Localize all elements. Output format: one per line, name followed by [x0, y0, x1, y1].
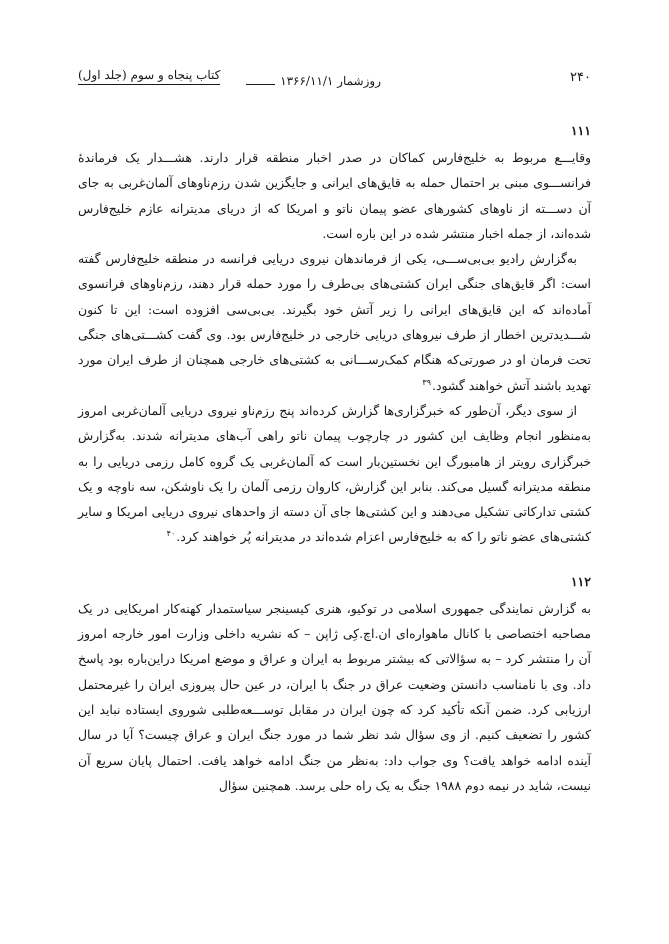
- footnote-ref: ۳۹: [422, 377, 431, 387]
- page-body: [78, 120, 591, 798]
- running-title-date: روزشمار ۱۳۶۶/۱۱/۱: [280, 74, 381, 88]
- entry-number: ۱۱۱: [570, 123, 591, 138]
- paragraph: [78, 145, 591, 246]
- paragraph: [78, 596, 591, 798]
- footnote-ref: ۴۰: [166, 529, 176, 539]
- entry-number: ۱۱۲: [570, 573, 591, 589]
- paragraph: [78, 246, 591, 398]
- book-title: کتاب پنجاه و سوم (جلد اول): [78, 68, 220, 85]
- paragraph-text: وقایـــع مربوط به خلیج‌فارس کماکان در صدر اخبار منطقه قرار دارند. هشـــدار یک فرماندهٔ فرانســـوی مبنی بر احتمال حمله به قایق‌های ایرانی و جایگزین شدن رزم‌ناوهای آلمان‌غربی به جای آن دســـته از ناوهای کشورهای عضو پیمان ناتو و امریکا که از دریای مدیترانه عازم خلیج‌فارس شده‌اند، از جمله اخبار منتشر شده در این باره است.: [78, 150, 591, 241]
- paragraph: [78, 398, 591, 550]
- header-rule: [246, 84, 275, 85]
- page-header: [78, 68, 591, 94]
- paragraph-text: به‌گزارش رادیو بی‌بی‌ســـی، یکی از فرماندهان نیروی دریایی فرانسه در منطقه خلیج‌فارس گفته است: اگر قایق‌های جنگی ایران کشتی‌های بی‌طرف را مورد حمله قرار دهند، رزم‌ناوهای فرانسوی آماده‌اند که این قایق‌های ایرانی را زیر آتش خود بگیرند. بی‌بی‌سی افزوده است: این تا کنون شـــدیدترین اخطار از طرف نیروهای دریایی خارجی در خلیج‌فارس بود. وی گفت کشـــتی‌های جنگی تحت فرمان او در صورتی‌که هنگام کمک‌رســـانی به کشتی‌های خارجی همچنان از طرف ایران مورد تهدید باشند آتش خواهند گشود.: [78, 251, 591, 393]
- paragraph-text: از سوی دیگر، آن‌طور که خبرگزاری‌ها گزارش کرده‌اند پنج رزم‌ناو نیروی دریایی آلمان‌غربی امروز به‌منظور انجام وظایف این کشور در چارچوب پیمان ناتو راهی آب‌های مدیترانه شدند. به‌گزارش خبرگزاری رویتر از هامبورگ این نخستین‌بار است که آلمان‌غربی یک گروه کامل رزمی دریایی را به منطقه مدیترانه گسیل می‌کند. بنابر این گزارش، کاروان رزمی آلمان را یک ناوشکن، سه ناوچه و یک کشتی تدارکاتی تشکیل می‌دهند و این کشتی‌ها جای آن دسته از واحدهای نیروی دریایی امریکا و سایر کشتی‌های عضو ناتو را که به خلیج‌فارس اعزام شده‌اند در مدیترانه پُر خواهند کرد.: [78, 402, 591, 545]
- page-number: ۲۴۰: [570, 70, 591, 85]
- paragraph-text: به گزارش نمایندگی جمهوری اسلامی در توکیو، هنری کیسینجر سیاستمدار کهنه‌کار امریکایی در یک مصاحبه اختصاصی با کانال ماهواره‌ای ان.اچ.کِی ژاپن – که نشریه داخلی وزارت امور خارجه امروز آن را منتشر کرد – به سؤالاتی که بیشتر مربوط به ایران و عراق و موضع امریکا دراین‌باره بود پاسخ داد. وی با نامناسب دانستن وضعیت عراق در جنگ با ایران، در عین حال پیروزی ایران را غیرمحتمل ارزیابی کرد. ضمن آنکه تأکید کرد که چون ایران در مقابل توســـعه‌طلبی شوروی ایستاده نباید این کشور را تضعیف کنیم. از وی سؤال شد نظر شما در مورد جنگ ایران و عراق چیست؟ آیا در سال آینده ادامه خواهد یافت؟ وی جواب داد: به‌نظر من جنگ ادامه خواهد یافت. احتمال پایان سریع آن نیست، شاید در نیمه دوم ۱۹۸۸ جنگ به یک راه حلی برسد. همچنین سؤال: [78, 600, 591, 793]
